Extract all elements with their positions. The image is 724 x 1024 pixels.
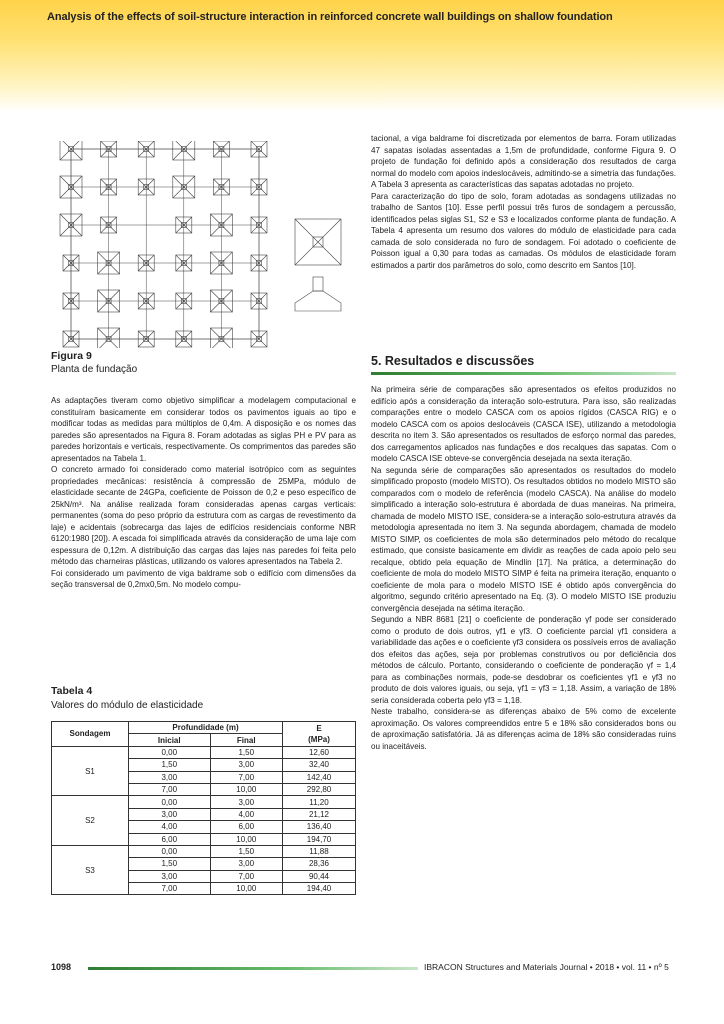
right-column-text-top bbox=[371, 133, 676, 271]
right-column-text-bottom bbox=[371, 384, 676, 752]
inicial-cell: 3,00 bbox=[129, 771, 211, 783]
figure-caption: Planta de fundação bbox=[51, 364, 138, 375]
e-cell: 292,80 bbox=[283, 783, 356, 795]
final-cell: 10,00 bbox=[210, 883, 282, 895]
paragraph: As adaptações tiveram como objetivo simplificar a modelagem computacional e constituíram basicamente em considerar todos os pavimentos iguais ao tipo e modificar todas as medidas para múltiplos de 0,4m. A disposição e os nomes das paredes são apresentados na Figura 8. Foram adotadas as siglas PH e PV para as paredes horizontais e verticais, respectivamente. Os comprimentos das paredes são apresentados na Tabela 1. bbox=[51, 396, 356, 463]
final-cell: 7,00 bbox=[210, 870, 282, 882]
e-cell: 194,70 bbox=[283, 833, 356, 845]
e-cell: 90,44 bbox=[283, 870, 356, 882]
paragraph: Segundo a NBR 8681 [21] o coeficiente de ponderação γf pode ser considerado como o produto de dois outros, γf1 e γf3. O coeficiente parcial γf1 considera a variabilidade das ações e o coeficiente γf3 considera os possíveis erros de avaliação dos efeitos das ações, seja por problemas construtivos ou por deficiência dos métodos de cálculo. Portanto, considerando o coeficiente de ponderação γf = 1,4 para as combinações normais, pode-se desdobrar os coeficientes γf1 e γf3 no produto de dois valores iguais, ou seja, γf1 = γf3 = 1,18. Assim, a variação de 18% seria considerada coberta pelo γf3 = 1,18. bbox=[371, 615, 676, 705]
journal-footer: IBRACON Structures and Materials Journal • 2018 • vol. 11 • nº 5 bbox=[424, 962, 669, 972]
paragraph: tacional, a viga baldrame foi discretizada por elementos de barra. Foram utilizadas 47 sapatas isoladas assentadas a 1,5m de profundidade, conforme Figura 9. O projeto de fundação foi definido após a consideração dos resultados de carga normal do modelo com apoios indeslocáveis, admitindo-se a simetria das fundações. A Tabela 3 apresenta as características das sapatas adotadas no projeto. bbox=[371, 134, 676, 189]
header-e bbox=[283, 722, 356, 747]
header-profundidade: Profundidade (m) bbox=[129, 722, 283, 734]
inicial-cell: 3,00 bbox=[129, 870, 211, 882]
section-heading: 5. Resultados e discussões bbox=[371, 354, 535, 368]
paragraph: Para caracterização do tipo de solo, foram adotadas as sondagens utilizadas no trabalho de Santos [10]. Esse perfil possui três furos de sondagem a percussão, identificados pelas siglas S1, S2 e S3 e localizados conforme planta de fundação. A Tabela 4 apresenta um resumo dos valores do módulo de elasticidade para cada camada de solo considerada no furo de sondagem. Foi adotado o coeficiente de Poisson igual a 0,30 para todas as camadas. Os módulos de elasticidade foram estimados a partir dos parâmetros do solo, como descrito em Santos [10]. bbox=[371, 191, 676, 270]
e-cell: 136,40 bbox=[283, 821, 356, 833]
final-cell: 4,00 bbox=[210, 808, 282, 820]
figure-title: Figura 9 bbox=[51, 350, 92, 362]
footing-detail-drawing bbox=[295, 219, 341, 311]
e-cell: 142,40 bbox=[283, 771, 356, 783]
e-cell: 11,88 bbox=[283, 845, 356, 857]
final-cell: 1,50 bbox=[210, 845, 282, 857]
e-cell: 21,12 bbox=[283, 808, 356, 820]
e-cell: 12,60 bbox=[283, 746, 356, 758]
header-sondagem: Sondagem bbox=[52, 722, 129, 747]
final-cell: 3,00 bbox=[210, 796, 282, 808]
detail-footing-section bbox=[295, 291, 341, 311]
sondagem-cell: S2 bbox=[52, 796, 129, 846]
inicial-cell: 0,00 bbox=[129, 845, 211, 857]
e-cell: 28,36 bbox=[283, 858, 356, 870]
paragraph: Na primeira série de comparações são apresentados os efeitos produzidos no edifício após a consideração da interação solo-estrutura. Para isso, são realizadas comparações entre o modelo CASCA com os apoios rígidos (CASCA RIG) e o modelo CASCA com os apoios deslocáveis (CASCA ISE), utilizando a metodologia descrita no item 3. São apresentados os resultados de esforço normal das paredes, dos carregamentos aplicados nas fundações e dos recalques das sapatas. Com o modelo CASCA ISE obteve-se convergência desejada na sexta iteração. bbox=[371, 385, 676, 463]
final-cell: 7,00 bbox=[210, 771, 282, 783]
final-cell: 10,00 bbox=[210, 783, 282, 795]
paragraph: Foi considerado um pavimento de viga baldrame sob o edifício com dimensões da seção transversal de 0,2mx0,5m. No modelo compu- bbox=[51, 568, 356, 589]
foundation-plan-figure bbox=[51, 141, 356, 348]
final-cell: 10,00 bbox=[210, 833, 282, 845]
inicial-cell: 7,00 bbox=[129, 883, 211, 895]
paragraph: Na segunda série de comparações são apresentados os resultados do modelo simplificado proposto (modelo MISTO). Os resultados obtidos no modelo MISTO são comparados com o modelo de referência (modelo CASCA). Na análise do modelo simplificado a interação solo-estrutura é abordada de duas maneiras. Na primeira, chamada de modelo MISTO ISE, considera-se a interação solo-estrutura através da metodologia apresentada no item 3. Na segunda abordagem, chamada de modelo MISTO SIMP, os coeficientes de mola são determinados pelo método do recalque estimado, que consiste basicamente em dividir as reações de cada apoio pelo seu recalque, obtido pela equação de Mindlin [17]. Na prática, a determinação do coeficiente de mola do modelo MISTO SIMP é feita na primeira iteração, enquanto o coeficiente de mola para o modelo MISTO ISE é obtido após convergência do algoritmo, segundo critério apresentado na Eq. (3). O modelo MISTO ISE produziu convergência desejada na sétima iteração. bbox=[371, 465, 676, 613]
table-row bbox=[52, 796, 356, 808]
header-e-unit: (MPa) bbox=[308, 734, 330, 744]
sondagem-cell: S1 bbox=[52, 746, 129, 796]
running-header-title: Analysis of the effects of soil-structure interaction in reinforced concrete wall buildings on shallow foundation bbox=[47, 11, 613, 23]
paragraph: Neste trabalho, considera-se as diferenças abaixo de 5% como de excelente aproximação. Os valores compreendidos entre 5 e 18% são considerados bons ou de aproximação satisfatória. Já as diferenças acima de 18% são consideradas ruins ou inaceitáveis. bbox=[371, 707, 676, 751]
final-cell: 3,00 bbox=[210, 759, 282, 771]
e-cell: 194,40 bbox=[283, 883, 356, 895]
table-row bbox=[52, 746, 356, 758]
inicial-cell: 4,00 bbox=[129, 821, 211, 833]
inicial-cell: 7,00 bbox=[129, 783, 211, 795]
paragraph: O concreto armado foi considerado como material isotrópico com as seguintes propriedades mecânicas: resistência à compressão de 25MPa, módulo de elasticidade secante de 24GPa, coeficiente de Poisson de 0,2 e peso específico de 25kN/m³. Na análise realizada foram consideradas apenas cargas verticais: permanentes (soma do peso próprio da estrutura com as cargas de revestimento da laje) e acidentais (sobrecarga das lajes de edifícios residenciais conforme NBR 6120:1980 [20]). A escada foi simplificada através da consideração de uma laje com espessura de 0,12m. A distribuição das cargas das lajes nas paredes foi feita pelo método das charneiras plásticas, utilizando os valores apresentados na Tabela 2. bbox=[51, 465, 356, 566]
elasticity-table bbox=[51, 721, 356, 895]
final-cell: 6,00 bbox=[210, 821, 282, 833]
inicial-cell: 6,00 bbox=[129, 833, 211, 845]
final-cell: 1,50 bbox=[210, 746, 282, 758]
inicial-cell: 3,00 bbox=[129, 808, 211, 820]
final-cell: 3,00 bbox=[210, 858, 282, 870]
header-e-symbol: E bbox=[316, 723, 322, 733]
e-cell: 32,40 bbox=[283, 759, 356, 771]
section-divider bbox=[371, 372, 676, 375]
page-number: 1098 bbox=[51, 962, 72, 972]
table-body bbox=[52, 746, 356, 895]
header-final: Final bbox=[210, 734, 282, 746]
table-row bbox=[52, 845, 356, 857]
table-title: Tabela 4 bbox=[51, 685, 93, 697]
inicial-cell: 0,00 bbox=[129, 796, 211, 808]
sondagem-cell: S3 bbox=[52, 845, 129, 895]
footer-rule bbox=[88, 967, 418, 970]
inicial-cell: 1,50 bbox=[129, 858, 211, 870]
header-inicial: Inicial bbox=[129, 734, 211, 746]
table-caption: Valores do módulo de elasticidade bbox=[51, 700, 204, 711]
left-column-text bbox=[51, 395, 356, 591]
inicial-cell: 0,00 bbox=[129, 746, 211, 758]
foundation-plan-drawing bbox=[60, 141, 267, 348]
e-cell: 11,20 bbox=[283, 796, 356, 808]
inicial-cell: 1,50 bbox=[129, 759, 211, 771]
